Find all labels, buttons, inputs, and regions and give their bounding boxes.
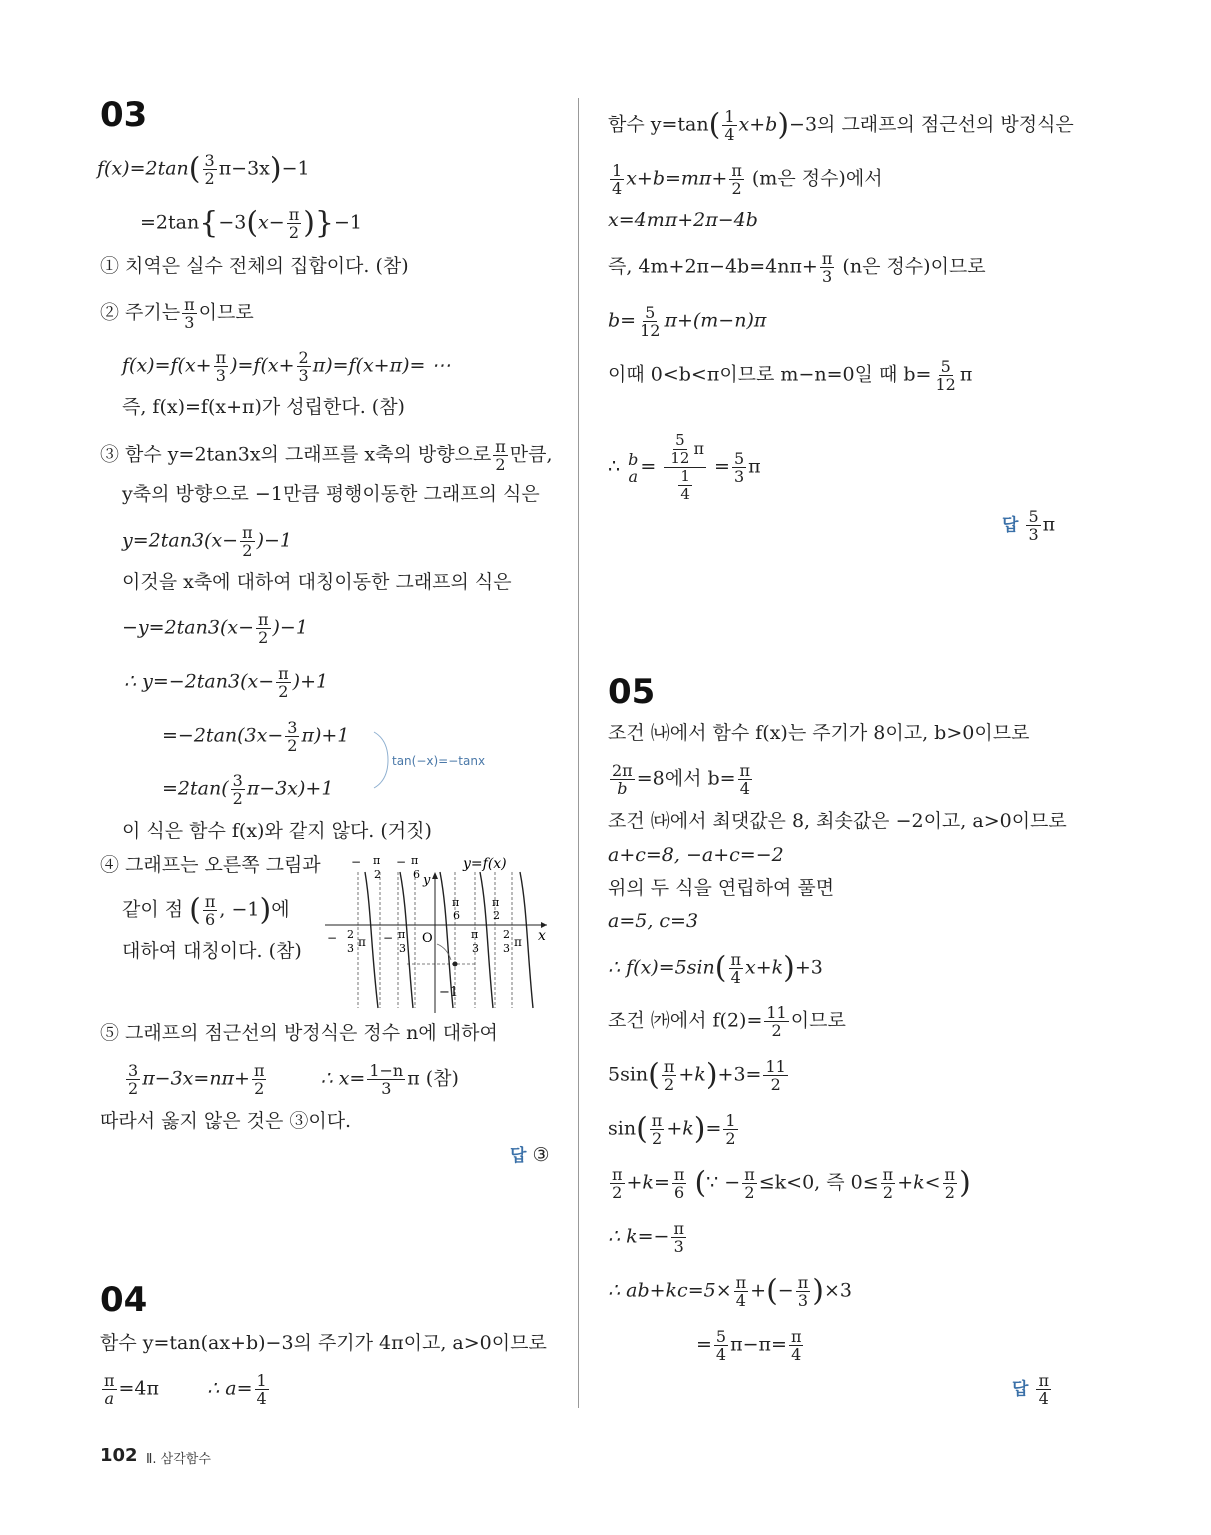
p04-c6: 이때 0<b<π이므로 m−n=0일 때 b= $\frac{5}{12}$ π <box>608 357 973 394</box>
graph-tick-top-2-n: π <box>411 854 419 867</box>
problem-number-05: 05 <box>608 672 656 712</box>
item-3-eq1: y=2tan3(x− $\frac{\pi}{2}$ )−1 <box>122 523 293 560</box>
item-3-eq5: =2tan( $\frac{3}{2}$ π−3x)+1 <box>162 771 334 808</box>
p04-c5: b= $\frac{5}{12}$ π+(m−n)π <box>608 303 767 340</box>
item-4-line1: ④ 그래프는 오른쪽 그림과 <box>100 854 321 876</box>
graph-tick-mid-1-d: 6 <box>453 909 460 922</box>
p04-line1: 함수 y=tan(ax+b)−3의 주기가 4π이고, a>0이므로 <box>100 1332 547 1354</box>
item-4-line3: 대하여 대칭이다. (참) <box>122 940 302 962</box>
p05-l9: 5sin( $\frac{\pi}{2}$ +k)+3= $\frac{11}{2}$ <box>608 1057 786 1094</box>
p04-c7: ∴ b a = $\frac{5}{12}$ π $\frac{1}{4}$ = $\frac{5}{3}$ π <box>608 431 761 503</box>
graph-tick-bot-1-pi: π <box>358 935 366 949</box>
graph-tick-bot-1-n: 2 <box>347 928 354 941</box>
item-1: ① 치역은 실수 전체의 집합이다. (참) <box>100 255 409 277</box>
p05-l12: ∴ k=− $\frac{\pi}{3}$ <box>608 1219 684 1256</box>
problem-number-03: 03 <box>100 95 148 135</box>
note-bracket <box>372 730 392 790</box>
p04-c3: x=4mπ+2π−4b <box>608 209 758 231</box>
p05-l6: a=5, c=3 <box>608 910 699 932</box>
answer-04: 답 $\frac{5}{3}$ π <box>1002 507 1056 544</box>
column-divider <box>578 98 579 1408</box>
p05-l7: ∴ f(x)=5sin( $\frac{\pi}{4}$ x+k)+3 <box>608 950 823 987</box>
eq-line-2: =2tan{−3(x− $\frac{\pi}{2}$ )}−1 <box>140 205 363 242</box>
graph-tick-bot-4-pi: π <box>514 935 522 949</box>
graph-tick-bot-2-minus: − <box>383 931 394 945</box>
tan-identity-note: tan(−x)=−tanx <box>392 754 486 768</box>
item-5-eq: $\frac{3}{2}$ π−3x=nπ+ $\frac{\pi}{2}$ ∴ x= $\frac{1-n}{3}$ π (참) <box>128 1061 459 1098</box>
p05-l13: ∴ ab+kc=5× $\frac{\pi}{4}$ +(− $\frac{\pi}{3}$ )×3 <box>608 1273 852 1310</box>
p05-l8: 조건 ㈎에서 f(2)= $\frac{11}{2}$ 이므로 <box>608 1003 846 1040</box>
p05-l4: a+c=8, −a+c=−2 <box>608 844 784 866</box>
graph-tick-bot-2-d: 3 <box>399 942 406 955</box>
conclusion-03: 따라서 옳지 않은 것은 ③이다. <box>100 1110 352 1132</box>
graph-tick-bot-4-n: 2 <box>503 928 510 941</box>
p05-l1: 조건 ㈏에서 함수 f(x)는 주기가 8이고, b>0이므로 <box>608 722 1030 744</box>
item-3-head: ③ 함수 y=2tan3x의 그래프를 x축의 방향으로 $\frac{\pi}{2}$ 만큼, <box>100 437 553 474</box>
graph-y-label: y <box>423 873 431 888</box>
p05-l5: 위의 두 식을 연립하여 풀면 <box>608 877 835 899</box>
p04-c4: 즉, 4m+2π−4b=4nπ+ $\frac{\pi}{3}$ (n은 정수)이므로 <box>608 249 986 286</box>
graph-tick-mid-2-n: π <box>492 896 500 909</box>
p04-c2: $\frac{1}{4}$ x+b=mπ+ $\frac{\pi}{2}$ (m은 정수)에서 <box>612 161 883 198</box>
graph-tick-top-1-n: π <box>373 854 381 867</box>
graph-origin: O <box>422 931 433 946</box>
graph-tick-bot-3-n: π <box>471 928 479 941</box>
tangent-graph <box>325 848 560 1013</box>
item-4-line2: 같이 점 ( $\frac{\pi}{6}$ , −1)에 <box>122 892 290 929</box>
section-label: Ⅱ. 삼각함수 <box>146 1452 211 1467</box>
graph-tick-top-2-d: 6 <box>413 868 420 881</box>
p05-l10: sin( $\frac{\pi}{2}$ +k)= $\frac{1}{2}$ <box>608 1111 736 1148</box>
p05-l11: $\frac{\pi}{2}$ +k= $\frac{\pi}{6}$ (∵ − $\frac{\pi}{2}$ ≤k<0, 즉 0≤ $\frac{\pi}{2}$ +k< $\frac{\pi}{2}$ ) <box>612 1165 971 1202</box>
graph-tick-bot-1-d: 3 <box>347 942 354 955</box>
graph-tick-mid-2-d: 2 <box>493 909 500 922</box>
graph-tick-bot-2-n: π <box>398 928 406 941</box>
item-3-eq4: =−2tan(3x− $\frac{3}{2}$ π)+1 <box>162 718 350 755</box>
graph-tick-bot-3-d: 3 <box>472 942 479 955</box>
graph-func-label: y=f(x) <box>463 856 507 872</box>
answer-03: 답 ③ <box>510 1144 550 1166</box>
item-5-head: ⑤ 그래프의 점근선의 방정식은 정수 n에 대하여 <box>100 1022 498 1044</box>
p04-c1: 함수 y=tan( $\frac{1}{4}$ x+b)−3의 그래프의 점근선의 방정식은 <box>608 107 1074 144</box>
item-3-eq3: ∴ y=−2tan3(x− $\frac{\pi}{2}$ )+1 <box>124 664 329 701</box>
answer-05: 답 $\frac{\pi}{4}$ <box>1012 1371 1049 1408</box>
eq-line-1: f(x)=2tan( $\frac{3}{2}$ π−3x)−1 <box>97 151 310 188</box>
item-3-conclusion: 이 식은 함수 f(x)와 같지 않다. (거짓) <box>122 820 432 842</box>
item-2-head: ② 주기는 $\frac{\pi}{3}$ 이므로 <box>100 295 254 332</box>
item-2-conclusion: 즉, f(x)=f(x+π)가 성립한다. (참) <box>122 396 405 418</box>
graph-tick-bot-1-minus: − <box>327 931 338 945</box>
graph-minus-one: −1 <box>439 985 459 1000</box>
p05-l2: $\frac{2\pi}{b}$ =8에서 b= $\frac{\pi}{4}$ <box>612 761 751 798</box>
graph-tick-mid-1-n: π <box>452 896 460 909</box>
item-3-line2: y축의 방향으로 −1만큼 평행이동한 그래프의 식은 <box>122 483 540 505</box>
item-2-eq: f(x)=f(x+ $\frac{\pi}{3}$ )=f(x+ $\frac{2}{3}$ π)=f(x+π)= ⋯ <box>122 348 451 385</box>
p05-l3: 조건 ㈐에서 최댓값은 8, 최솟값은 −2이고, a>0이므로 <box>608 810 1067 832</box>
problem-number-04: 04 <box>100 1280 148 1320</box>
p05-l14: = $\frac{5}{4}$ π−π= $\frac{\pi}{4}$ <box>696 1327 802 1364</box>
page-number: 102 <box>100 1445 138 1466</box>
graph-tick-bot-4-d: 3 <box>503 942 510 955</box>
graph-tick-top-2-minus: − <box>396 855 407 869</box>
p04-line2: $\frac{\pi}{a}$ =4π ∴ a= $\frac{1}{4}$ <box>104 1371 267 1408</box>
item-3-line4: 이것을 x축에 대하여 대칭이동한 그래프의 식은 <box>122 571 512 593</box>
item-3-eq2: −y=2tan3(x− $\frac{\pi}{2}$ )−1 <box>122 610 308 647</box>
graph-tick-top-1-d: 2 <box>374 868 381 881</box>
graph-x-label: x <box>538 928 546 944</box>
graph-tick-top-1-minus: − <box>351 855 362 869</box>
